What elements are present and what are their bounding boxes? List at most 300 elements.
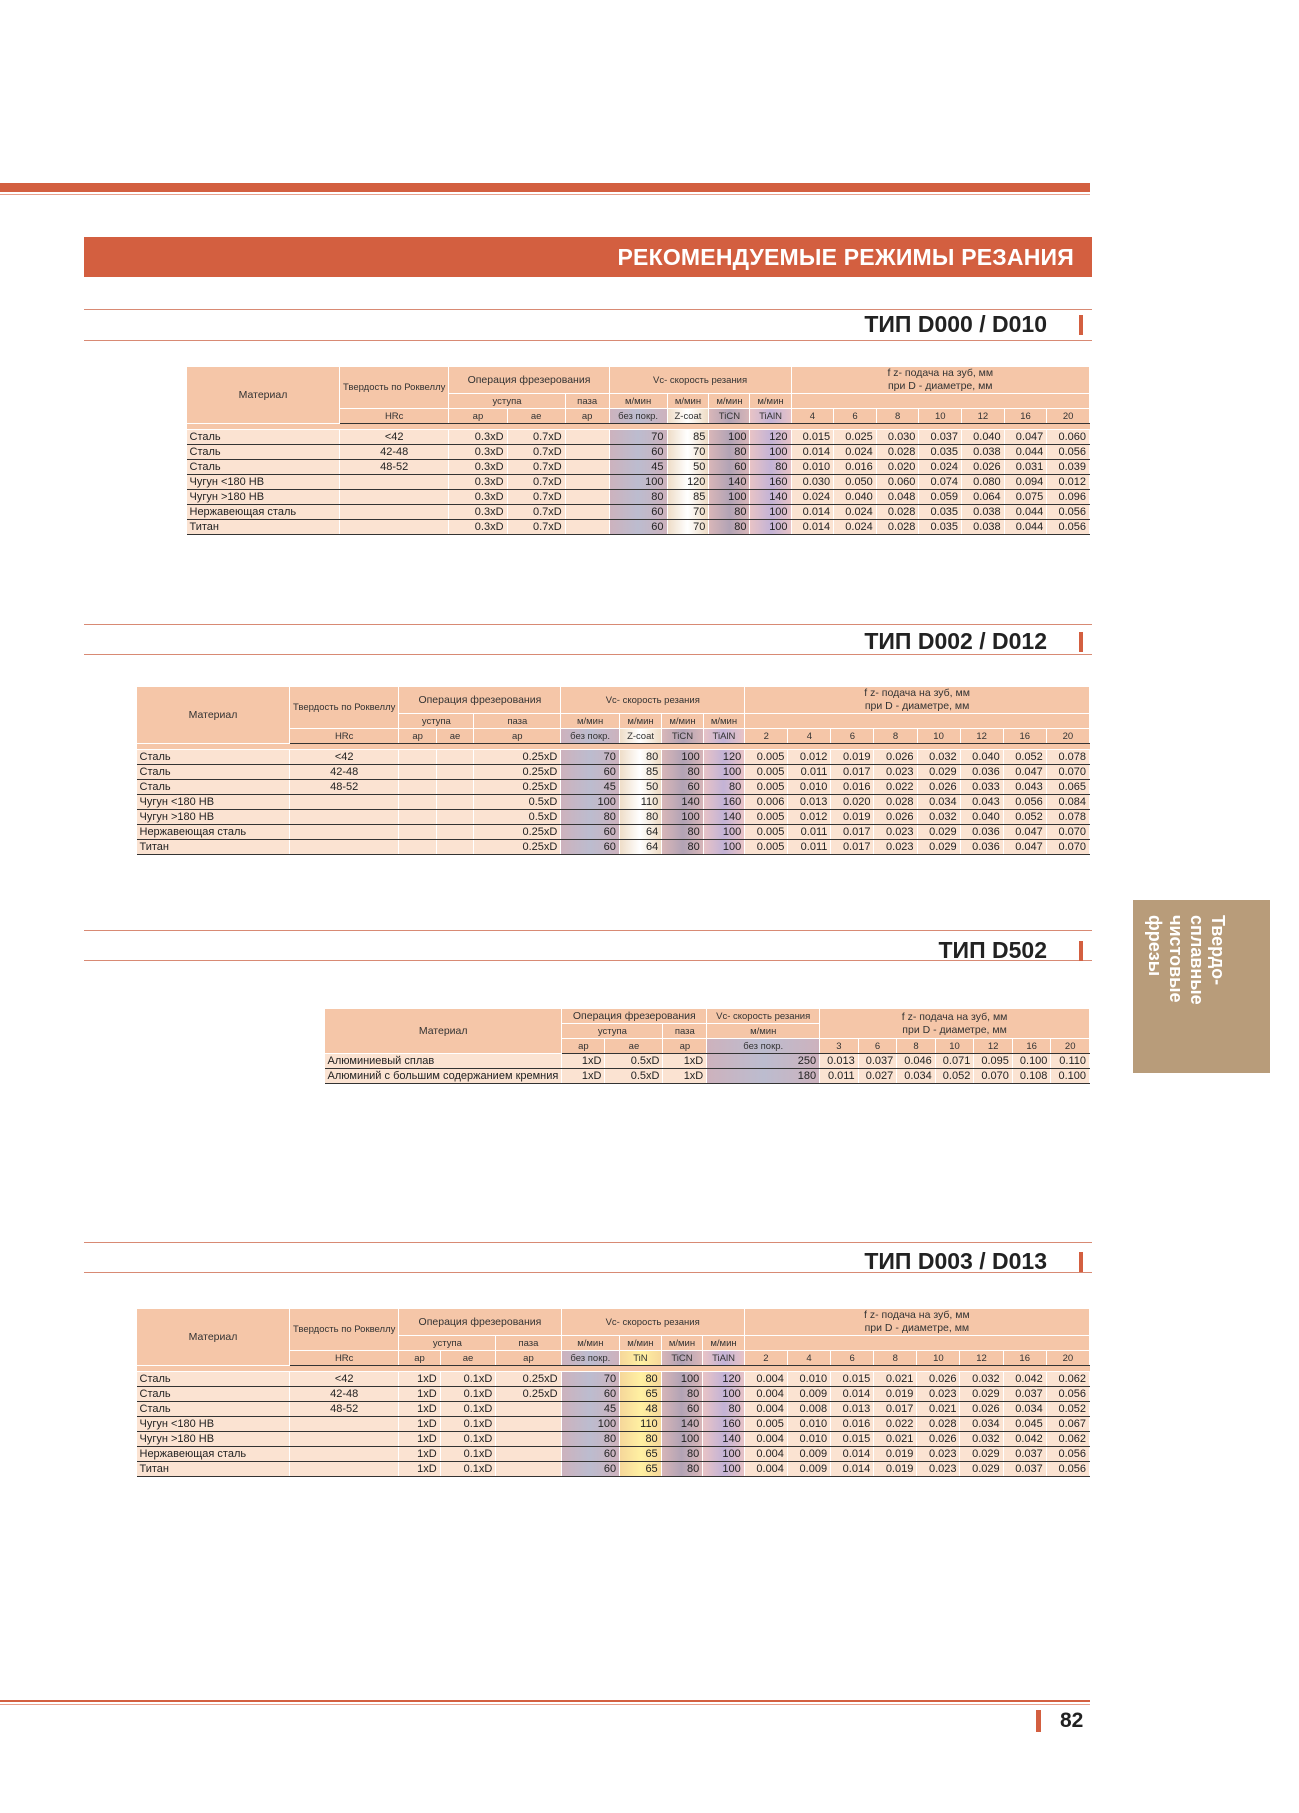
cell-vc: 50 xyxy=(619,780,661,795)
col-tialn: TiAlN xyxy=(750,409,791,424)
cell-slot-ap: 1xD xyxy=(663,1069,707,1084)
cell-vc: 64 xyxy=(619,840,661,855)
cell-slot-ap xyxy=(496,1402,561,1417)
cell-ap: 0.3xD xyxy=(449,430,507,445)
col-diameter: 8 xyxy=(876,409,919,424)
cell-vc: 100 xyxy=(561,1417,620,1432)
cell-slot-ap xyxy=(496,1462,561,1477)
table-row xyxy=(137,750,1090,765)
cell-ap xyxy=(399,795,436,810)
cell-hrc xyxy=(290,1417,399,1432)
cell-fz: 0.024 xyxy=(834,520,877,535)
col-diameter: 8 xyxy=(874,729,917,744)
col-diameter: 4 xyxy=(788,729,831,744)
cell-fz: 0.014 xyxy=(791,445,834,460)
cell-fz: 0.011 xyxy=(788,840,831,855)
cell-ae: 0.7xD xyxy=(507,460,565,475)
cell-fz: 0.100 xyxy=(1012,1054,1051,1069)
cell-fz: 0.035 xyxy=(919,505,962,520)
cell-fz: 0.022 xyxy=(874,1417,917,1432)
cell-vc: 45 xyxy=(609,460,667,475)
col-mmin: м/мин xyxy=(661,1336,703,1351)
cell-fz: 0.011 xyxy=(788,825,831,840)
cell-material: Нержавеющая сталь xyxy=(137,1447,290,1462)
cell-fz: 0.052 xyxy=(1003,810,1046,825)
cell-ae: 0.7xD xyxy=(507,475,565,490)
col-ap: ap xyxy=(399,1351,440,1366)
cell-fz: 0.023 xyxy=(874,765,917,780)
cell-fz: 0.005 xyxy=(745,780,788,795)
page-number: 82 xyxy=(1060,1709,1084,1732)
page-marker xyxy=(1036,1710,1041,1732)
cell-vc: 65 xyxy=(620,1387,662,1402)
cell-fz: 0.009 xyxy=(787,1447,830,1462)
cell-slot-ap xyxy=(565,490,609,505)
cell-fz: 0.080 xyxy=(962,475,1005,490)
cell-ae: 0.5xD xyxy=(605,1069,663,1084)
cell-vc: 140 xyxy=(709,475,750,490)
col-ae: ae xyxy=(605,1039,663,1054)
cell-vc: 60 xyxy=(561,840,620,855)
table-row xyxy=(137,810,1090,825)
cell-vc: 70 xyxy=(561,1372,620,1387)
col-uncoated: без покр. xyxy=(609,409,667,424)
cell-vc: 100 xyxy=(662,810,704,825)
cell-hrc: <42 xyxy=(290,750,399,765)
cell-fz: 0.056 xyxy=(1046,1462,1089,1477)
cell-ae xyxy=(436,765,473,780)
table-row xyxy=(187,520,1090,535)
cell-vc: 120 xyxy=(667,475,709,490)
cell-fz: 0.032 xyxy=(917,810,960,825)
cell-ae: 0.1xD xyxy=(440,1447,496,1462)
cutting-table-d003 xyxy=(136,1308,1090,1477)
table-row xyxy=(137,1447,1090,1462)
cell-fz: 0.070 xyxy=(974,1069,1013,1084)
cell-hrc: 48-52 xyxy=(290,1402,399,1417)
col-slot-ap: ap xyxy=(663,1039,707,1054)
cell-fz: 0.040 xyxy=(962,430,1005,445)
cell-hrc: <42 xyxy=(290,1372,399,1387)
cell-vc: 100 xyxy=(750,445,791,460)
page-header xyxy=(84,237,1092,277)
cell-fz: 0.056 xyxy=(1047,445,1090,460)
cell-hrc xyxy=(340,475,449,490)
cutting-table-d000 xyxy=(186,366,1090,535)
cell-material: Чугун >180 НВ xyxy=(137,1432,290,1447)
cell-material: Сталь xyxy=(137,750,290,765)
cell-vc: 85 xyxy=(667,430,709,445)
cell-fz: 0.029 xyxy=(960,1462,1003,1477)
section-marker xyxy=(1079,632,1083,652)
cell-vc: 100 xyxy=(703,840,745,855)
cell-hrc xyxy=(340,490,449,505)
cell-vc: 110 xyxy=(620,1417,662,1432)
table-row xyxy=(187,475,1090,490)
cell-fz: 0.016 xyxy=(831,1417,874,1432)
cell-ae: 0.1xD xyxy=(440,1432,496,1447)
cell-material: Сталь xyxy=(137,765,290,780)
section-title-d000: ТИП D000 / D010 xyxy=(864,311,1047,337)
top-accent-bar xyxy=(0,183,1090,192)
cell-fz: 0.019 xyxy=(874,1447,917,1462)
page-title: РЕКОМЕНДУЕМЫЕ РЕЖИМЫ РЕЗАНИЯ xyxy=(617,244,1074,270)
cell-fz: 0.095 xyxy=(974,1054,1013,1069)
cell-material: Сталь xyxy=(137,1402,290,1417)
cell-fz: 0.036 xyxy=(960,825,1003,840)
cell-fz: 0.052 xyxy=(935,1069,974,1084)
cell-fz: 0.056 xyxy=(1047,505,1090,520)
cell-material: Титан xyxy=(187,520,340,535)
cell-vc: 70 xyxy=(561,750,620,765)
cell-ap: 1xD xyxy=(399,1432,440,1447)
col-diameter: 16 xyxy=(1004,409,1047,424)
cell-vc: 60 xyxy=(561,765,620,780)
cell-vc: 100 xyxy=(703,765,745,780)
cell-fz: 0.024 xyxy=(791,490,834,505)
cell-fz: 0.038 xyxy=(962,445,1005,460)
cell-fz: 0.021 xyxy=(874,1372,917,1387)
cell-fz: 0.008 xyxy=(787,1402,830,1417)
cell-vc: 80 xyxy=(561,810,620,825)
table-row xyxy=(187,490,1090,505)
cell-ae xyxy=(436,825,473,840)
cell-fz: 0.017 xyxy=(831,840,874,855)
cell-slot-ap xyxy=(565,460,609,475)
cell-vc: 70 xyxy=(667,520,709,535)
cell-fz: 0.074 xyxy=(919,475,962,490)
cell-vc: 140 xyxy=(750,490,791,505)
table-row xyxy=(137,765,1090,780)
col-diameter: 16 xyxy=(1012,1039,1051,1054)
cell-slot-ap: 0.25xD xyxy=(474,750,561,765)
col-material: Материал xyxy=(137,1309,290,1366)
col-slot-ap: ap xyxy=(496,1351,561,1366)
cell-fz: 0.012 xyxy=(788,810,831,825)
cell-fz: 0.048 xyxy=(876,490,919,505)
col-ticn: TiCN xyxy=(662,729,704,744)
section-title-d502: ТИП D502 xyxy=(938,937,1047,963)
cell-fz: 0.034 xyxy=(1003,1402,1046,1417)
cell-fz: 0.046 xyxy=(897,1054,936,1069)
cell-fz: 0.042 xyxy=(1003,1372,1046,1387)
footer-accent-bar xyxy=(0,1700,1090,1702)
cell-fz: 0.028 xyxy=(876,505,919,520)
cell-fz: 0.016 xyxy=(834,460,877,475)
col-diameter: 2 xyxy=(744,1351,787,1366)
table-row xyxy=(325,1054,1090,1069)
cell-fz: 0.040 xyxy=(960,750,1003,765)
cell-vc: 180 xyxy=(707,1069,820,1084)
cell-fz: 0.047 xyxy=(1003,825,1046,840)
col-diameter: 6 xyxy=(831,1351,874,1366)
cell-ae: 0.1xD xyxy=(440,1387,496,1402)
table-row xyxy=(325,1069,1090,1084)
cell-material: Сталь xyxy=(137,1387,290,1402)
cell-material: Сталь xyxy=(137,1372,290,1387)
cell-fz: 0.052 xyxy=(1003,750,1046,765)
table-row xyxy=(137,840,1090,855)
cell-vc: 100 xyxy=(561,795,620,810)
col-mmin: м/мин xyxy=(667,394,709,409)
cell-fz: 0.014 xyxy=(831,1387,874,1402)
col-ticn: TiCN xyxy=(709,409,750,424)
cell-fz: 0.019 xyxy=(831,750,874,765)
cell-fz: 0.029 xyxy=(960,1387,1003,1402)
cell-fz: 0.029 xyxy=(917,765,960,780)
cell-fz: 0.017 xyxy=(831,765,874,780)
col-diameter: 20 xyxy=(1047,409,1090,424)
col-ledge: уступа xyxy=(449,394,565,409)
col-tialn: TiAlN xyxy=(703,729,745,744)
col-mmin: м/мин xyxy=(619,714,661,729)
cell-fz: 0.013 xyxy=(820,1054,859,1069)
cell-fz: 0.010 xyxy=(791,460,834,475)
table-row xyxy=(137,795,1090,810)
cell-slot-ap xyxy=(565,430,609,445)
cell-fz: 0.037 xyxy=(1003,1462,1046,1477)
cell-slot-ap xyxy=(565,505,609,520)
col-zcoat: Z-coat xyxy=(619,729,661,744)
cell-ap: 1xD xyxy=(399,1402,440,1417)
col-ap: ap xyxy=(449,409,507,424)
cell-hrc: 42-48 xyxy=(290,1387,399,1402)
cell-fz: 0.023 xyxy=(917,1462,960,1477)
cell-fz: 0.028 xyxy=(874,795,917,810)
cell-material: Чугун >180 НВ xyxy=(137,810,290,825)
col-diameter: 8 xyxy=(897,1039,936,1054)
table-row xyxy=(137,780,1090,795)
cell-fz: 0.015 xyxy=(831,1432,874,1447)
cell-fz: 0.020 xyxy=(831,795,874,810)
cell-fz: 0.060 xyxy=(1047,430,1090,445)
cell-fz: 0.064 xyxy=(962,490,1005,505)
cell-vc: 60 xyxy=(561,825,620,840)
cell-fz: 0.028 xyxy=(917,1417,960,1432)
cell-fz: 0.013 xyxy=(788,795,831,810)
col-operation: Операция фрезерования xyxy=(449,367,609,394)
col-diameter: 2 xyxy=(745,729,788,744)
cell-vc: 100 xyxy=(609,475,667,490)
cell-hrc xyxy=(290,1432,399,1447)
cell-fz: 0.004 xyxy=(744,1387,787,1402)
cell-fz: 0.056 xyxy=(1046,1447,1089,1462)
cell-ae: 0.1xD xyxy=(440,1372,496,1387)
cell-fz: 0.070 xyxy=(1046,840,1089,855)
side-tab-line: чистовые xyxy=(1166,915,1186,1003)
cell-vc: 100 xyxy=(709,430,750,445)
cell-vc: 80 xyxy=(620,1432,662,1447)
cell-vc: 80 xyxy=(561,1432,620,1447)
cell-fz: 0.025 xyxy=(834,430,877,445)
cell-slot-ap: 0.25xD xyxy=(474,765,561,780)
col-diameter: 10 xyxy=(917,729,960,744)
col-hrc: HRc xyxy=(340,409,449,424)
cell-vc: 60 xyxy=(561,1447,620,1462)
cell-ap: 0.3xD xyxy=(449,505,507,520)
cell-fz: 0.004 xyxy=(744,1402,787,1417)
cell-fz: 0.047 xyxy=(1003,765,1046,780)
cell-vc: 120 xyxy=(703,750,745,765)
cell-ap xyxy=(399,840,436,855)
cell-vc: 140 xyxy=(661,1417,703,1432)
cell-fz: 0.019 xyxy=(831,810,874,825)
col-ae: ae xyxy=(436,729,473,744)
fz-spacer xyxy=(744,1336,1089,1351)
cell-fz: 0.070 xyxy=(1046,765,1089,780)
cell-fz: 0.034 xyxy=(960,1417,1003,1432)
section-divider xyxy=(84,340,1092,341)
col-zcoat: Z-coat xyxy=(667,409,709,424)
cell-fz: 0.026 xyxy=(917,1372,960,1387)
cell-fz: 0.084 xyxy=(1046,795,1089,810)
cell-vc: 160 xyxy=(703,1417,745,1432)
cell-fz: 0.032 xyxy=(917,750,960,765)
cell-fz: 0.100 xyxy=(1051,1069,1090,1084)
cell-fz: 0.010 xyxy=(787,1417,830,1432)
cell-hrc xyxy=(290,825,399,840)
cell-fz: 0.050 xyxy=(834,475,877,490)
cell-vc: 50 xyxy=(667,460,709,475)
cell-fz: 0.035 xyxy=(919,520,962,535)
cell-slot-ap: 0.25xD xyxy=(496,1372,561,1387)
cell-slot-ap: 0.5xD xyxy=(474,810,561,825)
cell-vc: 100 xyxy=(703,1462,745,1477)
cell-material: Сталь xyxy=(187,445,340,460)
col-fz: f z- подача на зуб, мм при D - диаметре, мм xyxy=(745,687,1090,714)
col-mmin: м/мин xyxy=(703,1336,745,1351)
cell-vc: 100 xyxy=(750,520,791,535)
cell-fz: 0.019 xyxy=(874,1462,917,1477)
cell-slot-ap xyxy=(496,1432,561,1447)
cell-material: Титан xyxy=(137,840,290,855)
cell-fz: 0.044 xyxy=(1004,520,1047,535)
col-hrc: HRc xyxy=(290,729,399,744)
cell-vc: 80 xyxy=(661,1387,703,1402)
cell-fz: 0.005 xyxy=(745,810,788,825)
cell-vc: 100 xyxy=(662,750,704,765)
cell-fz: 0.012 xyxy=(788,750,831,765)
col-uncoated: без покр. xyxy=(707,1039,820,1054)
table-row xyxy=(137,1372,1090,1387)
col-vc: Vc- скорость резания xyxy=(561,687,745,714)
cell-ae: 0.1xD xyxy=(440,1417,496,1432)
cell-ap xyxy=(399,750,436,765)
cell-vc: 80 xyxy=(709,505,750,520)
cell-hrc: <42 xyxy=(340,430,449,445)
cutting-table-d502 xyxy=(324,1008,1090,1084)
cell-vc: 60 xyxy=(609,445,667,460)
cell-fz: 0.005 xyxy=(744,1417,787,1432)
col-diameter: 3 xyxy=(820,1039,859,1054)
cell-fz: 0.014 xyxy=(831,1447,874,1462)
col-slot-ap: ap xyxy=(565,409,609,424)
cell-fz: 0.023 xyxy=(874,825,917,840)
col-vc: Vc- скорость резания xyxy=(609,367,791,394)
cell-vc: 65 xyxy=(620,1462,662,1477)
col-hrc: HRc xyxy=(290,1351,399,1366)
col-diameter: 12 xyxy=(960,1351,1003,1366)
cell-slot-ap: 0.5xD xyxy=(474,795,561,810)
cell-ap: 1xD xyxy=(562,1069,605,1084)
col-diameter: 6 xyxy=(831,729,874,744)
cell-fz: 0.033 xyxy=(960,780,1003,795)
cell-fz: 0.031 xyxy=(1004,460,1047,475)
table-row xyxy=(187,430,1090,445)
cell-vc: 60 xyxy=(609,520,667,535)
col-vc: Vc- скорость резания xyxy=(707,1009,820,1024)
table-row xyxy=(137,1387,1090,1402)
cell-vc: 80 xyxy=(620,1372,662,1387)
cell-vc: 250 xyxy=(707,1054,820,1069)
cell-fz: 0.023 xyxy=(917,1447,960,1462)
col-diameter: 6 xyxy=(858,1039,897,1054)
side-tab-line: фрезы xyxy=(1145,915,1165,977)
cell-ap: 1xD xyxy=(399,1417,440,1432)
cell-material: Титан xyxy=(137,1462,290,1477)
cell-fz: 0.036 xyxy=(960,840,1003,855)
cell-fz: 0.035 xyxy=(919,445,962,460)
cell-ap: 0.3xD xyxy=(449,445,507,460)
cell-fz: 0.040 xyxy=(960,810,1003,825)
cell-ap: 1xD xyxy=(562,1054,605,1069)
col-diameter: 16 xyxy=(1003,1351,1046,1366)
cell-material: Нержавеющая сталь xyxy=(137,825,290,840)
cell-fz: 0.039 xyxy=(1047,460,1090,475)
cell-fz: 0.023 xyxy=(874,840,917,855)
cell-fz: 0.108 xyxy=(1012,1069,1051,1084)
cell-material: Чугун <180 НВ xyxy=(137,1417,290,1432)
cell-fz: 0.005 xyxy=(745,825,788,840)
col-operation: Операция фрезерования xyxy=(399,1309,561,1336)
cell-ap xyxy=(399,810,436,825)
cell-fz: 0.044 xyxy=(1004,505,1047,520)
side-tab xyxy=(1133,900,1270,1073)
cell-ae xyxy=(436,780,473,795)
cell-fz: 0.028 xyxy=(876,445,919,460)
cell-fz: 0.075 xyxy=(1004,490,1047,505)
col-hardness: Твердость по Роквеллу xyxy=(290,687,399,729)
section-divider xyxy=(84,624,1092,625)
cell-fz: 0.043 xyxy=(960,795,1003,810)
cell-fz: 0.096 xyxy=(1047,490,1090,505)
col-diameter: 20 xyxy=(1051,1039,1090,1054)
cell-fz: 0.071 xyxy=(935,1054,974,1069)
cell-vc: 85 xyxy=(667,490,709,505)
cell-vc: 60 xyxy=(609,505,667,520)
cell-fz: 0.028 xyxy=(876,520,919,535)
col-fz: f z- подача на зуб, мм при D - диаметре, мм xyxy=(820,1009,1090,1039)
cell-fz: 0.078 xyxy=(1046,810,1089,825)
cell-hrc: 42-48 xyxy=(340,445,449,460)
cell-fz: 0.037 xyxy=(858,1054,897,1069)
fz-spacer xyxy=(745,714,1090,729)
cell-vc: 160 xyxy=(750,475,791,490)
cell-fz: 0.060 xyxy=(876,475,919,490)
cell-fz: 0.062 xyxy=(1046,1432,1089,1447)
cell-ap: 1xD xyxy=(399,1462,440,1477)
cell-vc: 100 xyxy=(703,1387,745,1402)
cell-hrc xyxy=(290,840,399,855)
section-divider xyxy=(84,930,1092,931)
top-accent-line xyxy=(0,194,1090,195)
cell-vc: 120 xyxy=(703,1372,745,1387)
col-diameter: 16 xyxy=(1003,729,1046,744)
col-diameter: 12 xyxy=(960,729,1003,744)
cell-vc: 140 xyxy=(703,1432,745,1447)
cell-hrc xyxy=(290,810,399,825)
cell-ap xyxy=(399,780,436,795)
